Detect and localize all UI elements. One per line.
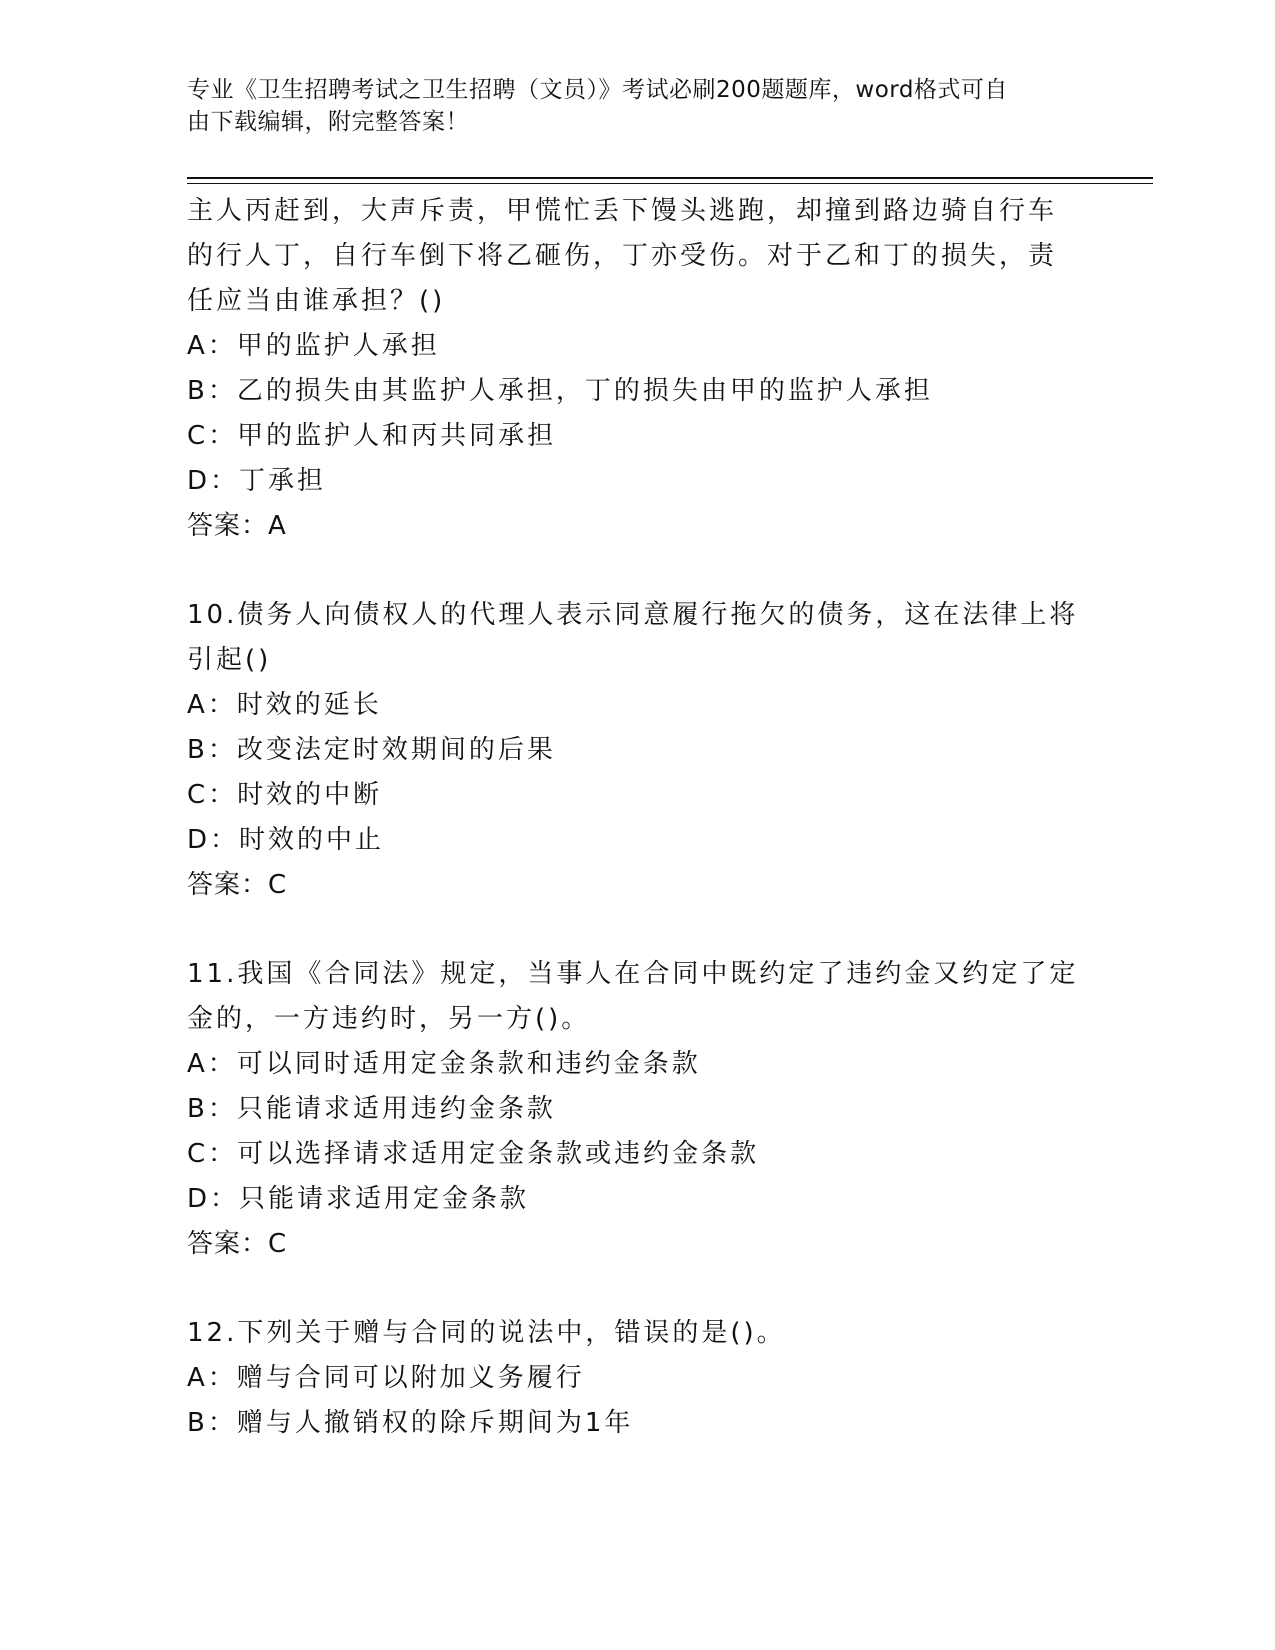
question-stem-line: 11.我国《合同法》规定，当事人在合同中既约定了违约金又约定了定 bbox=[187, 959, 1079, 989]
question-stem-line: 的行人丁，自行车倒下将乙砸伤，丁亦受伤。对于乙和丁的损失，责 bbox=[187, 241, 1058, 271]
answer-line: 答案：C bbox=[187, 1229, 288, 1259]
question-list bbox=[187, 189, 1087, 1490]
answer-line: 答案：C bbox=[187, 870, 288, 900]
option-b: B：赠与人撤销权的除斥期间为1年 bbox=[187, 1408, 634, 1438]
option-c: C：时效的中断 bbox=[187, 780, 383, 810]
header-line-2: 由下载编辑，附完整答案！ bbox=[187, 109, 469, 135]
option-d: D：只能请求适用定金条款 bbox=[187, 1184, 530, 1214]
question-12 bbox=[187, 1311, 1087, 1446]
question-11 bbox=[187, 952, 1087, 1267]
option-a: A：赠与合同可以附加义务履行 bbox=[187, 1363, 585, 1393]
option-d: D：丁承担 bbox=[187, 466, 327, 496]
option-b: B：乙的损失由其监护人承担，丁的损失由甲的监护人承担 bbox=[187, 376, 933, 406]
header-divider-thin bbox=[187, 183, 1153, 184]
question-stem-line: 任应当由谁承担？() bbox=[187, 286, 446, 316]
option-b: B：只能请求适用违约金条款 bbox=[187, 1094, 556, 1124]
option-a: A：时效的延长 bbox=[187, 690, 382, 720]
question-stem-line: 10.债务人向债权人的代理人表示同意履行拖欠的债务，这在法律上将 bbox=[187, 600, 1079, 630]
option-b: B：改变法定时效期间的后果 bbox=[187, 735, 556, 765]
header-line-1: 专业《卫生招聘考试之卫生招聘（文员）》考试必刷200题题库，word格式可自 bbox=[187, 77, 1008, 103]
question-10 bbox=[187, 593, 1087, 908]
question-9 bbox=[187, 189, 1087, 549]
document-header bbox=[187, 74, 1087, 138]
option-d: D：时效的中止 bbox=[187, 825, 385, 855]
header-divider-thick bbox=[187, 177, 1153, 179]
option-a: A：甲的监护人承担 bbox=[187, 331, 440, 361]
question-stem-line: 主人丙赶到，大声斥责，甲慌忙丢下馒头逃跑，却撞到路边骑自行车 bbox=[187, 196, 1058, 226]
question-stem-line: 引起() bbox=[187, 645, 272, 675]
option-a: A：可以同时适用定金条款和违约金条款 bbox=[187, 1049, 701, 1079]
option-c: C：甲的监护人和丙共同承担 bbox=[187, 421, 557, 451]
question-stem-line: 12.下列关于赠与合同的说法中，错误的是()。 bbox=[187, 1318, 786, 1348]
question-stem-line: 金的，一方违约时，另一方()。 bbox=[187, 1004, 591, 1034]
answer-line: 答案：A bbox=[187, 511, 287, 541]
option-c: C：可以选择请求适用定金条款或违约金条款 bbox=[187, 1139, 760, 1169]
